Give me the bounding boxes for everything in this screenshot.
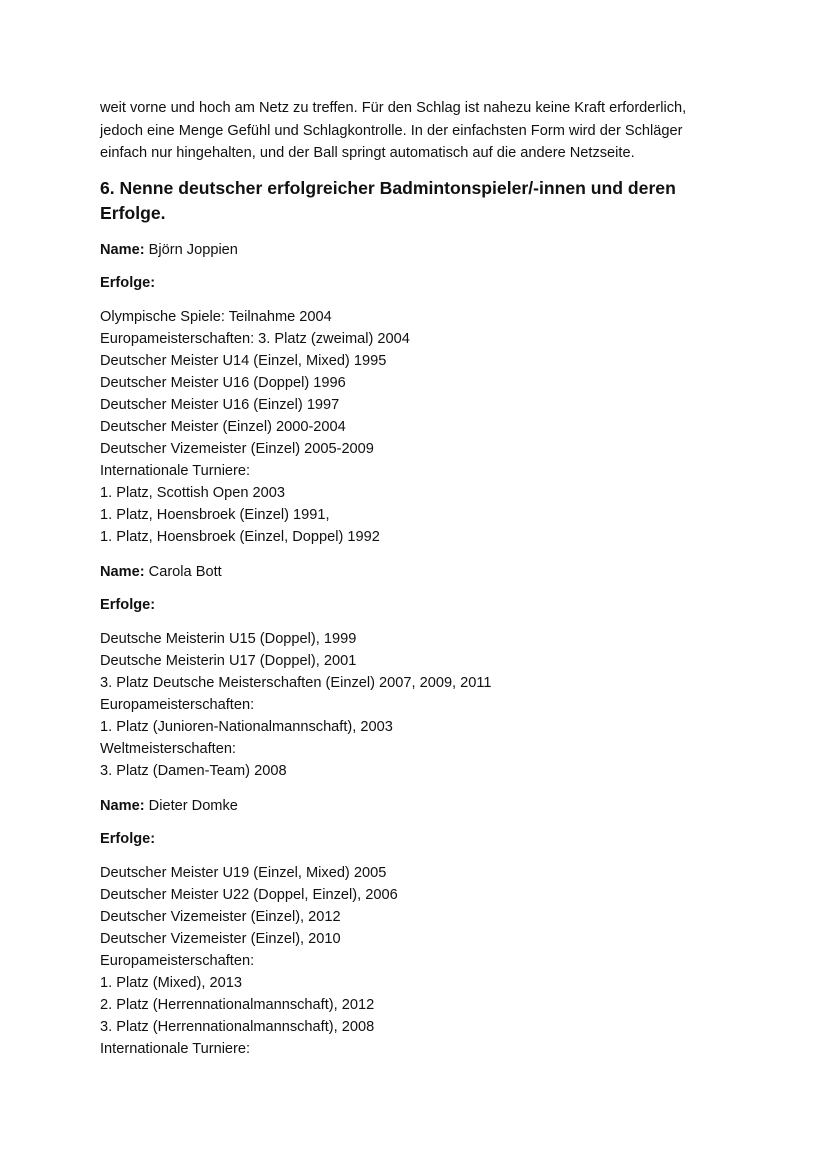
achievement-item: 1. Platz, Hoensbroek (Einzel, Doppel) 1992 [100,528,380,545]
achievement-item: Europameisterschaften: [100,952,255,969]
achievement-item: 1. Platz, Scottish Open 2003 [100,484,285,501]
achievement-item: Deutscher Vizemeister (Einzel), 2012 [100,908,341,925]
achievement-item: 1. Platz (Junioren-Nationalmannschaft), 2003 [100,718,393,735]
player-name-line [100,796,740,816]
achievement-item: 3. Platz Deutsche Meisterschaften (Einzel) 2007, 2009, 2011 [100,674,492,691]
player-entry [100,562,740,782]
achievement-item: Deutscher Meister U16 (Doppel) 1996 [100,374,346,391]
name-label: Name: [100,563,145,580]
achievement-item: Deutscher Meister (Einzel) 2000-2004 [100,418,346,435]
achievement-item: Internationale Turniere: [100,462,251,479]
achievement-item: Deutscher Vizemeister (Einzel) 2005-2009 [100,440,374,457]
player-entry [100,240,740,548]
achievements-label: Erfolge: [100,274,156,291]
intro-line: jedoch eine Menge Gefühl und Schlagkontrolle. In der einfachsten Form wird der Schläger [100,122,683,139]
achievement-item: Deutscher Meister U22 (Doppel, Einzel), 2006 [100,886,398,903]
achievement-item: Deutscher Vizemeister (Einzel), 2010 [100,930,341,947]
player-name: Björn Joppien [148,241,238,258]
player-name: Carola Bott [148,563,222,580]
achievement-item: 1. Platz, Hoensbroek (Einzel) 1991, [100,506,330,523]
achievements-label: Erfolge: [100,596,156,613]
achievement-item: Europameisterschaften: [100,696,255,713]
intro-line: einfach nur hingehalten, und der Ball springt automatisch auf die andere Netzseite. [100,145,635,162]
intro-line: weit vorne und hoch am Netz zu treffen. Für den Schlag ist nahezu keine Kraft erforderlich, [100,100,687,116]
achievement-item: Weltmeisterschaften: [100,740,236,757]
achievements-list [100,628,740,782]
achievement-item: Deutsche Meisterin U17 (Doppel), 2001 [100,652,357,669]
achievements-list [100,306,740,548]
section-heading-line: Erfolge. [100,202,166,223]
achievement-item: 2. Platz (Herrennationalmannschaft), 2012 [100,996,375,1013]
achievement-item: Olympische Spiele: Teilnahme 2004 [100,308,332,325]
achievement-item: 3. Platz (Herrennationalmannschaft), 2008 [100,1018,375,1035]
achievement-item: Deutscher Meister U16 (Einzel) 1997 [100,396,340,413]
achievement-item: 3. Platz (Damen-Team) 2008 [100,762,287,779]
player-name-line [100,562,740,582]
achievements-label: Erfolge: [100,830,156,847]
player-name: Dieter Domke [148,797,238,814]
achievements-list [100,862,740,1060]
name-label: Name: [100,797,145,814]
achievement-item: Deutsche Meisterin U15 (Doppel), 1999 [100,630,357,647]
achievement-item: 1. Platz (Mixed), 2013 [100,974,242,991]
section-heading-line: 6. Nenne deutscher erfolgreicher Badmintonspieler/-innen und deren [100,177,676,198]
player-name-line [100,240,740,260]
section-heading [100,176,740,226]
achievement-item: Europameisterschaften: 3. Platz (zweimal) 2004 [100,330,410,347]
document-page [100,97,740,1060]
player-entry [100,796,740,1060]
achievement-item: Deutscher Meister U14 (Einzel, Mixed) 1995 [100,352,387,369]
name-label: Name: [100,241,145,258]
achievement-item: Internationale Turniere: [100,1040,251,1057]
intro-paragraph [100,97,740,165]
achievement-item: Deutscher Meister U19 (Einzel, Mixed) 2005 [100,864,387,881]
